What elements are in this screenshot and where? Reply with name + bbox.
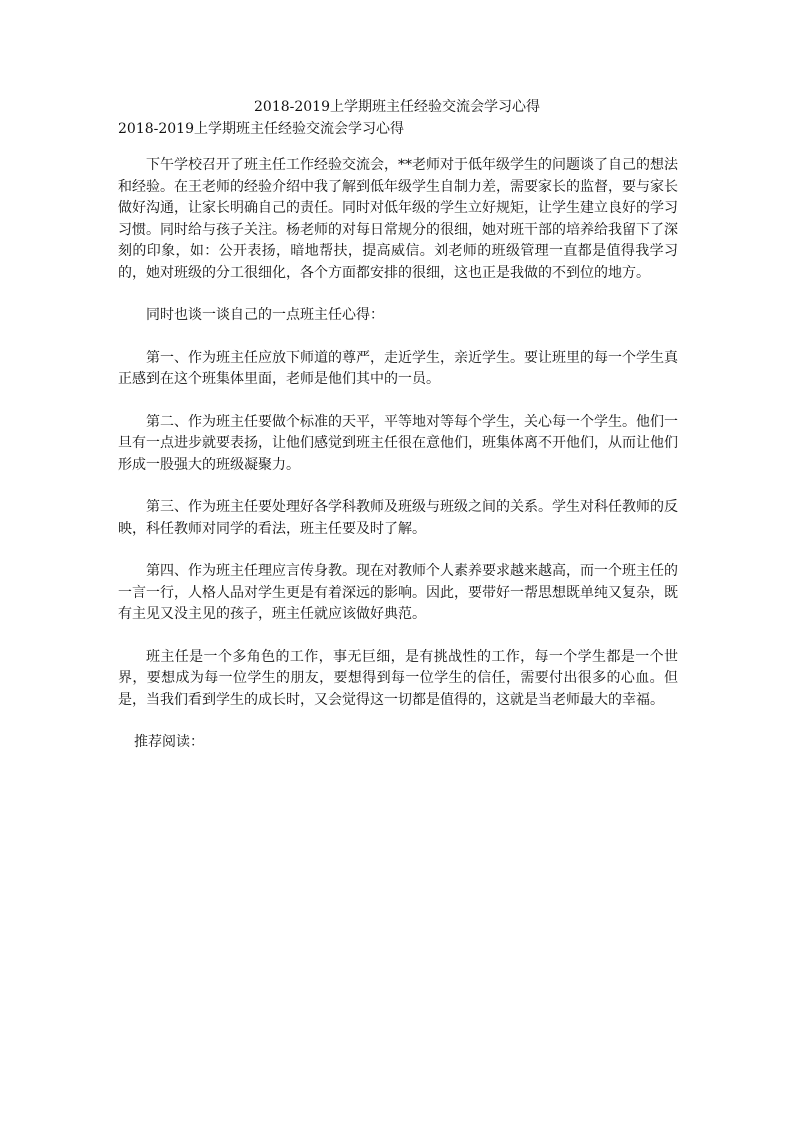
paragraph-point-2: 第二、作为班主任要做个标准的天平，平等地对等每个学生，关心每一个学生。他们一旦有一点进步就要表扬，让他们感觉到班主任很在意他们，班集体离不开他们，从而让他们形成一股强大的班级凝聚力。 — [118, 413, 678, 473]
paragraph-intro: 下午学校召开了班主任工作经验交流会，**老师对于低年级学生的问题谈了自己的想法和经验。在王老师的经验介绍中我了解到低年级学生自制力差，需要家长的监督，要与家长做好沟通，让家长明确自己的责任。同时对低年级的学生立好规矩，让学生建立良好的学习习惯。同时给与孩子关注。杨老师的对每日常规分的很细，她对班干部的培养给我留下了深刻的印象，如：公开表扬，暗地帮扶，提高威信。刘老师的班级管理一直都是值得我学习的，她对班级的分工很细化，各个方面都安排的很细，这也正是我做的不到位的地方。 — [118, 157, 678, 281]
paragraph-point-4: 第四、作为班主任理应言传身教。现在对教师个人素养要求越来越高，而一个班主任的一言一行，人格人品对学生更是有着深远的影响。因此，要带好一帮思想既单纯又复杂，既有主见又没主见的孩子，班主任就应该做好典范。 — [118, 563, 678, 622]
document-body — [118, 155, 678, 753]
document-title-centered: 2018-2019上学期班主任经验交流会学习心得 — [254, 99, 540, 115]
recommend-reading-label: 推荐阅读： — [134, 734, 204, 750]
document-title-left: 2018-2019上学期班主任经验交流会学习心得 — [118, 121, 404, 137]
paragraph-lead: 同时也谈一谈自己的一点班主任心得： — [146, 307, 384, 323]
paragraph-conclusion: 班主任是一个多角色的工作，事无巨细，是有挑战性的工作，每一个学生都是一个世界，要想成为每一位学生的朋友，要想得到每一位学生的信任，需要付出很多的心血。但是，当我们看到学生的成长时，又会觉得这一切都是值得的，这就是当老师最大的幸福。 — [118, 648, 678, 708]
paragraph-point-3: 第三、作为班主任要处理好各学科教师及班级与班级之间的关系。学生对科任教师的反映，科任教师对同学的看法，班主任要及时了解。 — [118, 499, 678, 537]
paragraph-point-1: 第一、作为班主任应放下师道的尊严，走近学生，亲近学生。要让班里的每一个学生真正感到在这个班集体里面，老师是他们其中的一员。 — [118, 349, 678, 387]
